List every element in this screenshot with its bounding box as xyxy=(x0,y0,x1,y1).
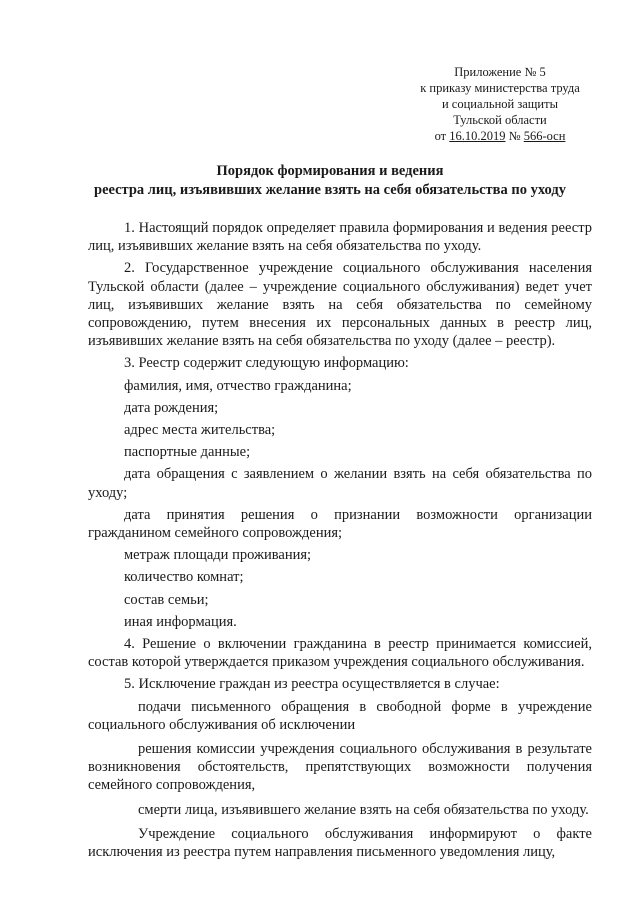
list-item: количество комнат; xyxy=(124,569,244,586)
appendix-date-line xyxy=(400,128,600,144)
appendix-header xyxy=(400,64,600,144)
appendix-line: к приказу министерства труда xyxy=(420,81,580,95)
title-line-2: реестра лиц, изъявивших желание взять на себя обязательства по уходу xyxy=(94,182,566,198)
list-item: дата рождения; xyxy=(124,399,219,416)
paragraph-2: 2. Государственное учреждение социального обслуживания населения Тульской области (далее – учреждение социального обслуживания) ведет учет лиц, изъявивших желание взять на себя обязательства по семейному сопровождению, путем внесения их персональных данных в реестр лиц, изъявивших желание взять на себя обязательства по уходу (далее – реестр). xyxy=(88,260,592,350)
order-date: 16.10.2019 xyxy=(449,129,506,143)
order-number: 566-осн xyxy=(523,129,566,143)
document-title xyxy=(60,162,600,200)
title-line-1: Порядок формирования и ведения xyxy=(216,163,444,179)
date-prefix: от xyxy=(434,129,450,143)
list-item: паспортные данные; xyxy=(124,444,251,461)
list-item: дата принятия решения о признании возможности организации гражданином семейного сопровождения; xyxy=(88,506,592,542)
paragraph-4: 4. Решение о включении гражданина в реестр принимается комиссией, состав которой утверждается приказом учреждения социального обслуживания. xyxy=(88,636,592,671)
list-item: фамилия, имя, отчество гражданина; xyxy=(124,377,352,394)
paragraph-6: Учреждение социального обслуживания информируют о факте исключения из реестра путем направления письменного уведомления лицу, xyxy=(88,825,592,861)
list-item: подачи письменного обращения в свободной форме в учреждение социального обслуживания об исключении xyxy=(88,698,592,733)
appendix-line: и социальной защиты xyxy=(441,97,558,111)
list-item: метраж площади проживания; xyxy=(124,547,312,564)
list-item: иная информация. xyxy=(124,613,237,630)
paragraph-3: 3. Реестр содержит следующую информацию: xyxy=(124,355,409,372)
appendix-line: Приложение № 5 xyxy=(454,65,546,79)
appendix-line: Тульской области xyxy=(453,113,547,127)
number-prefix: № xyxy=(505,129,524,143)
list-item: смерти лица, изъявившего желание взять на себя обязательства по уходу. xyxy=(138,801,589,818)
document-body xyxy=(88,219,592,861)
list-item: адрес места жительства; xyxy=(124,422,276,439)
list-item: дата обращения с заявлением о желании взять на себя обязательства по уходу; xyxy=(88,466,592,501)
list-item: решения комиссии учреждения социального обслуживания в результате возникновения обстоятельств, препятствующих возможности получения семейного сопровождения, xyxy=(88,741,592,794)
paragraph-1: 1. Настоящий порядок определяет правила формирования и ведения реестр лиц, изъявивших желание взять на себя обязательства по уходу. xyxy=(88,220,592,255)
list-item: состав семьи; xyxy=(124,591,209,608)
paragraph-5: 5. Исключение граждан из реестра осуществляется в случае: xyxy=(124,676,500,693)
